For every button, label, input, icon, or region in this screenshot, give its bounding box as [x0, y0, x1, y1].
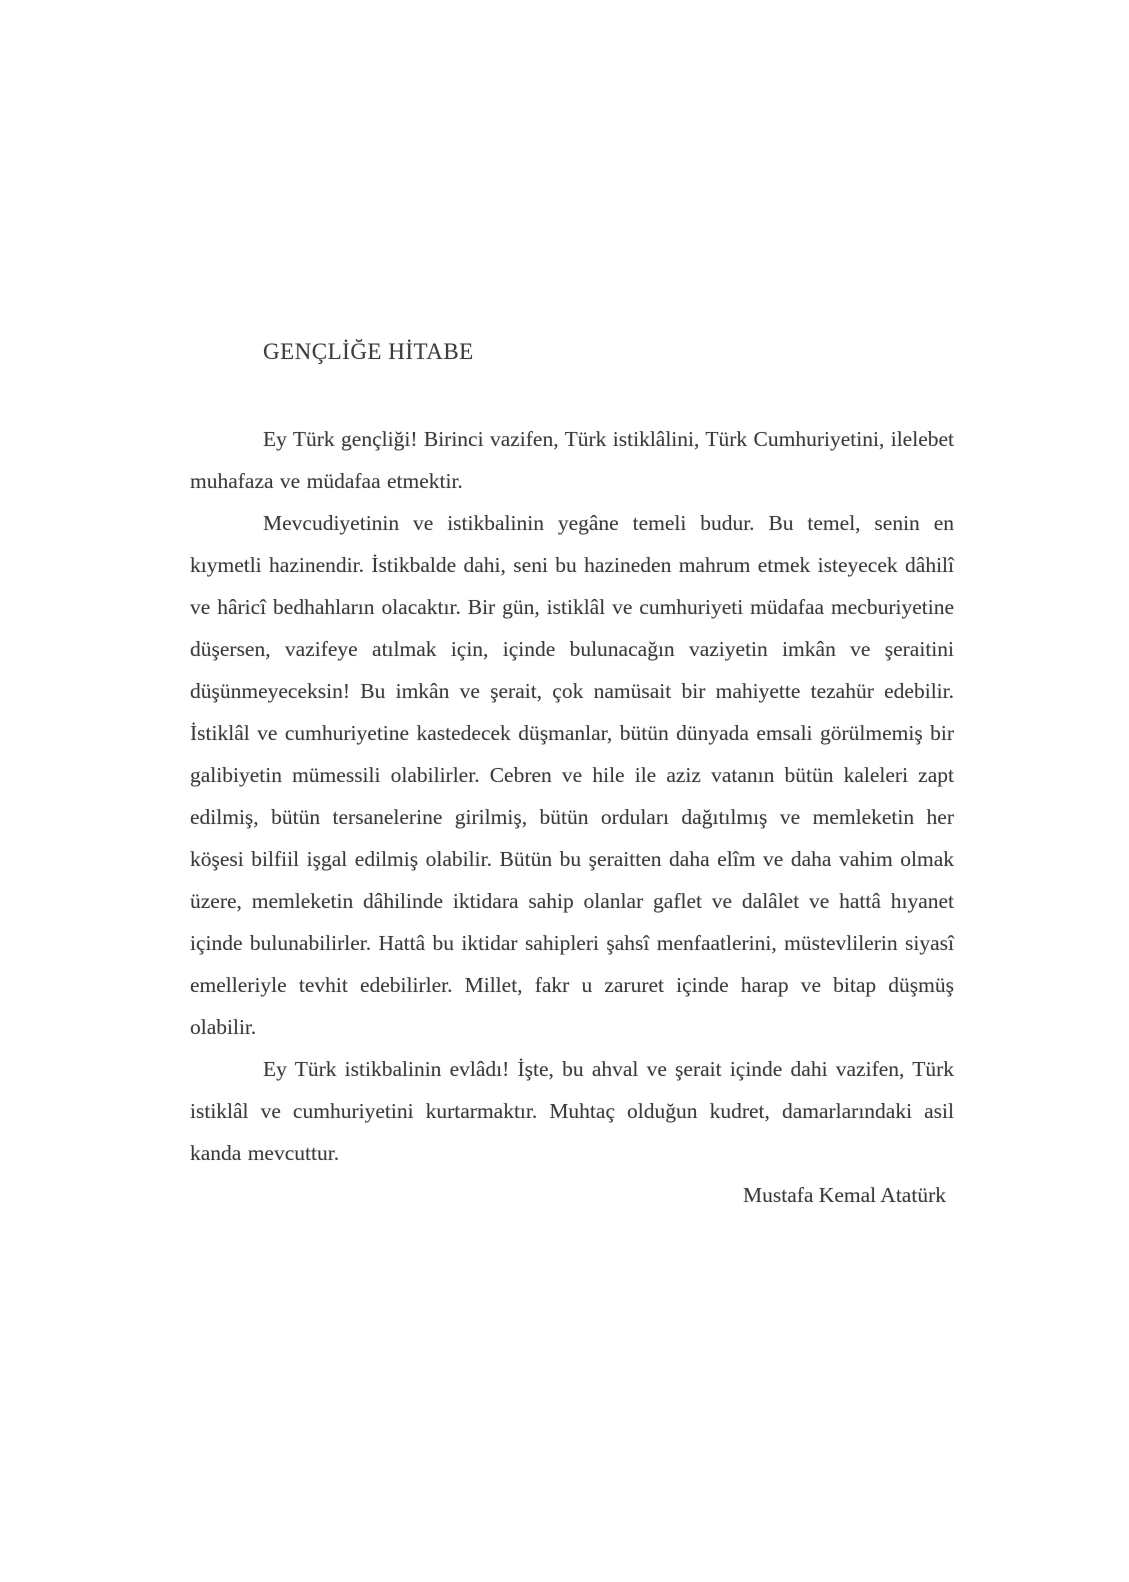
paragraph-body: Mevcudiyetinin ve istikbalinin yegâne temeli budur. Bu temel, senin en kıymetli hazinendir. İstikbalde dahi, seni bu hazineden mahrum etmek isteyecek dâhilî ve hâricî bedhahların olacaktır. Bir gün, istiklâl ve cumhuriyeti müdafaa mecburiyetine düşersen, vazifeye atılmak için, içinde bulunacağın vaziyetin imkân ve şeraitini düşünmeyeceksin! Bu imkân ve şerait, çok namüsait bir mahiyette tezahür edebilir. İstiklâl ve cumhuriyetine kastedecek düşmanlar, bütün dünyada emsali görülmemiş bir galibiyetin mümessili olabilirler. Cebren ve hile ile aziz vatanın bütün kaleleri zapt edilmiş, bütün tersanelerine girilmiş, bütün orduları dağıtılmış ve memleketin her köşesi bilfiil işgal edilmiş olabilir. Bütün bu şeraitten daha elîm ve daha vahim olmak üzere, memleketin dâhilinde iktidara sahip olanlar gaflet ve dalâlet ve hattâ hıyanet içinde bulunabilirler. Hattâ bu iktidar sahipleri şahsî menfaatlerini, müstevlilerin siyasî emelleriyle tevhit edebilirler. Millet, fakr u zaruret içinde harap ve bitap düşmüş olabilir. — [190, 511, 954, 1039]
signature: Mustafa Kemal Atatürk — [742, 1183, 946, 1207]
document-title: GENÇLİĞE HİTABE — [263, 339, 474, 364]
title-spacer — [190, 373, 954, 418]
text-block — [190, 330, 954, 1216]
paragraph-opening: Ey Türk gençliği! Birinci vazifen, Türk istiklâlini, Türk Cumhuriyetini, ilelebet muhafaza ve müdafaa etmektir. — [190, 427, 954, 493]
paragraph-closing: Ey Türk istikbalinin evlâdı! İşte, bu ahval ve şerait içinde dahi vazifen, Türk istiklâl ve cumhuriyetini kurtarmaktır. Muhtaç olduğun kudret, damarlarındaki asil kanda mevcuttur. — [190, 1057, 954, 1165]
